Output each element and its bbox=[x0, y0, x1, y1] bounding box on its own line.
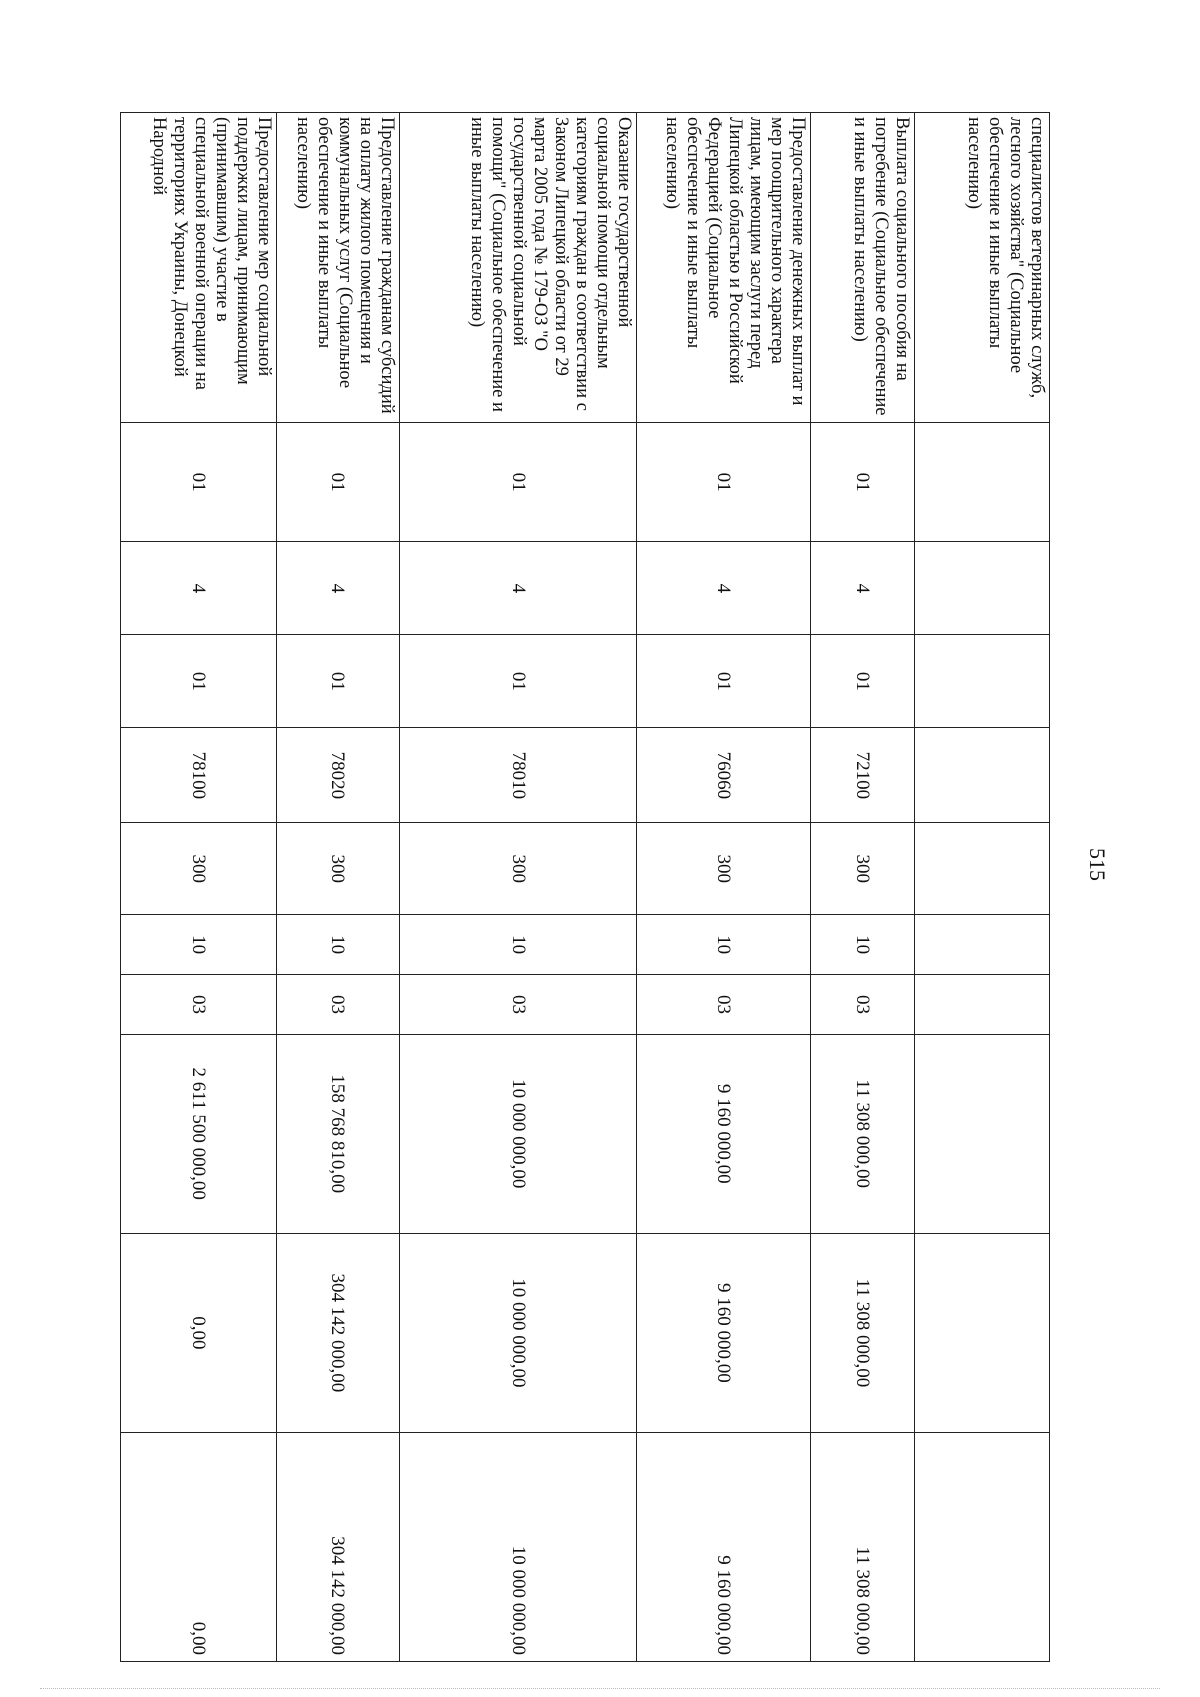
code-cell-c4: 76060 bbox=[637, 728, 811, 823]
code-cell-c5: 300 bbox=[811, 823, 915, 915]
amount-cell-sum3: 11 308 000,00 bbox=[811, 1433, 915, 1662]
code-cell-c1: 01 bbox=[121, 422, 277, 542]
table-row bbox=[811, 113, 915, 1662]
code-cell-c2: 4 bbox=[399, 542, 637, 635]
amount-cell-sum2: 9 160 000,00 bbox=[637, 1233, 811, 1433]
budget-table bbox=[120, 112, 1050, 1662]
budget-table-rotated bbox=[120, 112, 1050, 1662]
code-cell-c4: 78010 bbox=[399, 728, 637, 823]
code-cell-c2: 4 bbox=[811, 542, 915, 635]
code-cell-c7: 03 bbox=[121, 975, 277, 1035]
code-cell-c7: 03 bbox=[637, 975, 811, 1035]
code-cell-c5: 300 bbox=[399, 823, 637, 915]
code-cell-c6: 10 bbox=[637, 915, 811, 975]
code-cell-c5: 300 bbox=[637, 823, 811, 915]
code-cell-c3: 01 bbox=[637, 635, 811, 728]
code-cell-c5 bbox=[914, 823, 1049, 915]
row-name-cell: Предоставление гражданам субсидий на оплату жилого помещения и коммунальных услуг (Социальное обеспечение и иные выплаты населению) bbox=[276, 113, 399, 423]
code-cell-c3: 01 bbox=[121, 635, 277, 728]
amount-cell-sum2: 10 000 000,00 bbox=[399, 1233, 637, 1433]
code-cell-c4 bbox=[914, 728, 1049, 823]
code-cell-c7: 03 bbox=[811, 975, 915, 1035]
code-cell-c3: 01 bbox=[811, 635, 915, 728]
code-cell-c1: 01 bbox=[637, 422, 811, 542]
table-row bbox=[276, 113, 399, 1662]
amount-cell-sum1: 11 308 000,00 bbox=[811, 1034, 915, 1233]
amount-cell-sum2: 0,00 bbox=[121, 1233, 277, 1433]
code-cell-c1: 01 bbox=[811, 422, 915, 542]
code-cell-c5: 300 bbox=[276, 823, 399, 915]
amount-cell-sum3: 10 000 000,00 bbox=[399, 1433, 637, 1662]
code-cell-c7 bbox=[914, 975, 1049, 1035]
code-cell-c6 bbox=[914, 915, 1049, 975]
code-cell-c2: 4 bbox=[121, 542, 277, 635]
code-cell-c3 bbox=[914, 635, 1049, 728]
amount-cell-sum1: 158 768 810,00 bbox=[276, 1034, 399, 1233]
code-cell-c7: 03 bbox=[276, 975, 399, 1035]
code-cell-c1 bbox=[914, 422, 1049, 542]
scan-edge-artifact bbox=[40, 1688, 1160, 1691]
table-row bbox=[399, 113, 637, 1662]
amount-cell-sum3: 9 160 000,00 bbox=[637, 1433, 811, 1662]
code-cell-c1: 01 bbox=[399, 422, 637, 542]
amount-cell-sum1 bbox=[914, 1034, 1049, 1233]
code-cell-c6: 10 bbox=[811, 915, 915, 975]
code-cell-c4: 72100 bbox=[811, 728, 915, 823]
amount-cell-sum1: 9 160 000,00 bbox=[637, 1034, 811, 1233]
row-name-cell: Предоставление денежных выплат и мер поощрительного характера лицам, имеющим заслуги перед Липецкой областью и Российской Федерацией (Социальное обеспечение и иные выплаты населению) bbox=[637, 113, 811, 423]
row-name-cell: Выплата социального пособия на погребение (Социальное обеспечение и иные выплаты населению) bbox=[811, 113, 915, 423]
row-name-cell: Предоставление мер социальной поддержки лицам, принимающим (принимавшим) участие в специальной военной операции на территориях Украины, Донецкой Народной bbox=[121, 113, 277, 423]
amount-cell-sum2: 304 142 000,00 bbox=[276, 1233, 399, 1433]
code-cell-c5: 300 bbox=[121, 823, 277, 915]
code-cell-c2 bbox=[914, 542, 1049, 635]
amount-cell-sum1: 2 611 500 000,00 bbox=[121, 1034, 277, 1233]
table-row bbox=[121, 113, 277, 1662]
amount-cell-sum1: 10 000 000,00 bbox=[399, 1034, 637, 1233]
table-row bbox=[914, 113, 1049, 1662]
row-name-cell: Оказание государственной социальной помощи отдельным категориям граждан в соответствии с Законом Липецкой области от 29 марта 2005 года № 179-ОЗ "О государственной социальной помощи" (Социальное обеспечение и иные выплаты населению) bbox=[399, 113, 637, 423]
code-cell-c4: 78100 bbox=[121, 728, 277, 823]
code-cell-c6: 10 bbox=[399, 915, 637, 975]
code-cell-c3: 01 bbox=[276, 635, 399, 728]
table-row bbox=[637, 113, 811, 1662]
amount-cell-sum3: 304 142 000,00 bbox=[276, 1433, 399, 1662]
code-cell-c6: 10 bbox=[276, 915, 399, 975]
code-cell-c7: 03 bbox=[399, 975, 637, 1035]
code-cell-c4: 78020 bbox=[276, 728, 399, 823]
code-cell-c1: 01 bbox=[276, 422, 399, 542]
page-number: 515 bbox=[1085, 848, 1110, 881]
code-cell-c2: 4 bbox=[637, 542, 811, 635]
code-cell-c2: 4 bbox=[276, 542, 399, 635]
row-name-cell: специалистов ветеринарных служб, лесного хозяйства" (Социальное обеспечение и иные выплаты населению) bbox=[914, 113, 1049, 423]
amount-cell-sum3: 0,00 bbox=[121, 1433, 277, 1662]
amount-cell-sum2 bbox=[914, 1233, 1049, 1433]
amount-cell-sum3 bbox=[914, 1433, 1049, 1662]
code-cell-c6: 10 bbox=[121, 915, 277, 975]
code-cell-c3: 01 bbox=[399, 635, 637, 728]
amount-cell-sum2: 11 308 000,00 bbox=[811, 1233, 915, 1433]
